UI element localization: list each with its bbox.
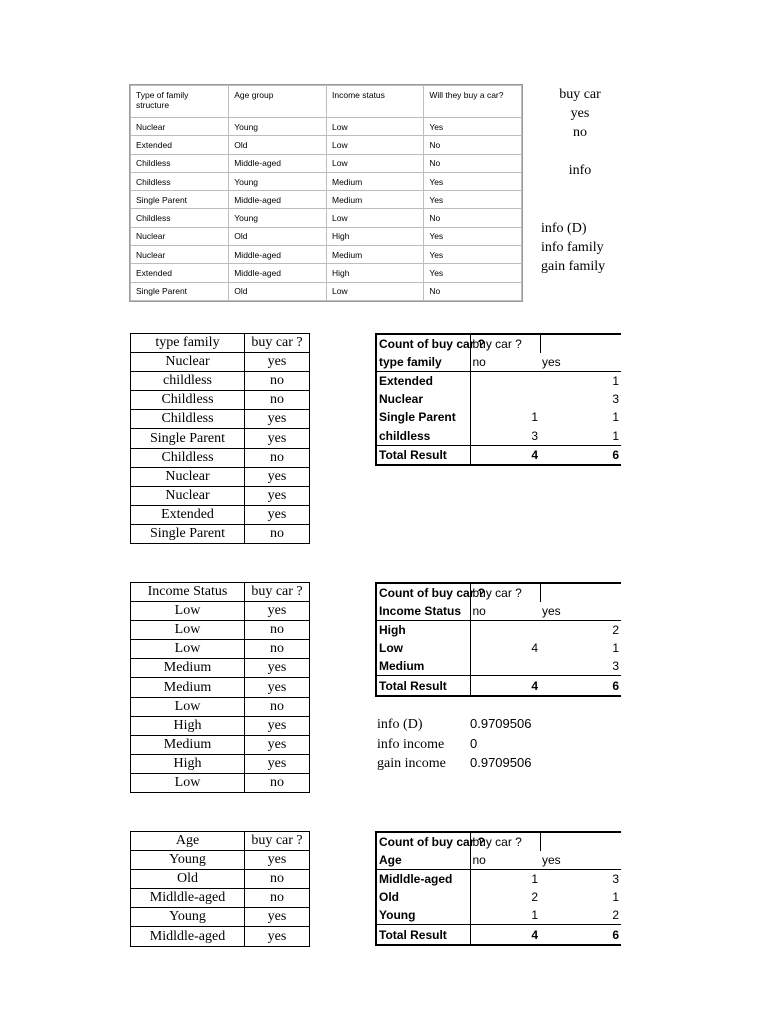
source-cell: No <box>424 209 522 227</box>
source-cell: Extended <box>131 264 229 282</box>
data-row <box>131 505 310 524</box>
pivot-row-label: Nuclear <box>376 390 470 408</box>
pivot-no-count <box>470 390 540 408</box>
pivot-no-count <box>470 657 540 676</box>
side-note: gain family <box>541 259 606 274</box>
source-cell: Old <box>229 227 327 245</box>
pivot-total-no: 4 <box>470 445 540 465</box>
pivot-col-field: buy car ? <box>470 334 540 353</box>
calc-label: info (D) <box>377 717 423 732</box>
data-row <box>131 640 310 659</box>
side-note: info <box>568 163 592 178</box>
data-row <box>131 773 310 792</box>
data-row <box>131 391 310 410</box>
pivot-field-row <box>376 602 621 621</box>
pivot-title: Count of buy car ? <box>376 832 470 851</box>
pivot-row <box>376 657 621 676</box>
data-cell: Young <box>131 851 245 870</box>
pivot-yes-count: 3 <box>612 392 619 407</box>
data-row <box>131 448 310 467</box>
data-cell: Single Parent <box>131 429 245 448</box>
side-note: yes <box>570 106 590 121</box>
source-cell: Low <box>327 136 424 154</box>
source-header-row <box>131 86 522 118</box>
pivot-yes-count: 1 <box>612 641 619 656</box>
pivot-row-label: Midldle-aged <box>376 870 470 889</box>
pivot-no-count: 1 <box>470 870 540 889</box>
data-cell: yes <box>245 908 310 927</box>
source-cell: Low <box>327 118 424 136</box>
pivot-total-no: 4 <box>470 925 540 945</box>
pivot-row <box>376 372 621 391</box>
calc-value: 0.9709506 <box>470 755 532 770</box>
pivot-total-yes: 6 <box>540 676 621 696</box>
pivot-yes-count: 3 <box>612 872 619 887</box>
data-cell: no <box>245 640 310 659</box>
source-cell: Childless <box>131 209 229 227</box>
pivot-total-row <box>376 445 621 465</box>
data-cell: Nuclear <box>131 353 245 372</box>
pivot-empty <box>540 583 621 602</box>
pivot-row-label: Young <box>376 906 470 925</box>
source-cell: Yes <box>424 246 522 264</box>
source-cell: Medium <box>327 246 424 264</box>
pivot-yes-count: 3 <box>612 659 619 674</box>
data-cell: Midldle-aged <box>131 927 245 946</box>
calc-label: gain income <box>377 756 446 771</box>
data-cell: Childless <box>131 391 245 410</box>
pivot-col-no: no <box>470 851 540 870</box>
pivot-row-label: Medium <box>376 657 470 676</box>
age-pivot-table <box>375 831 621 946</box>
pivot-total-no: 4 <box>470 676 540 696</box>
side-note: no <box>573 125 587 140</box>
calc-value: 0.9709506 <box>470 716 532 731</box>
data-cell: yes <box>245 678 310 697</box>
pivot-row-label: High <box>376 621 470 640</box>
side-note: info (D) <box>541 221 587 236</box>
source-cell: Old <box>229 282 327 300</box>
data-row <box>131 353 310 372</box>
data-cell: Young <box>131 908 245 927</box>
pivot-title: Count of buy car ? <box>376 334 470 353</box>
data-cell: yes <box>245 467 310 486</box>
calc-line <box>377 716 531 736</box>
source-cell: Old <box>229 136 327 154</box>
data-row <box>131 372 310 391</box>
data-cell: yes <box>245 735 310 754</box>
pivot-row <box>376 426 621 445</box>
pivot-col-no: no <box>470 602 540 621</box>
calc-line <box>377 736 531 756</box>
data-cell: Medium <box>131 735 245 754</box>
source-cell: Childless <box>131 172 229 190</box>
pivot-no-count: 2 <box>470 888 540 906</box>
data-row <box>131 429 310 448</box>
data-cell: yes <box>245 429 310 448</box>
pivot-row <box>376 390 621 408</box>
source-cell: Middle-aged <box>229 264 327 282</box>
source-row <box>131 118 522 136</box>
data-cell: no <box>245 448 310 467</box>
data-cell: no <box>245 870 310 889</box>
source-cell: Medium <box>327 172 424 190</box>
pivot-col-field: buy car ? <box>470 832 540 851</box>
data-row <box>131 735 310 754</box>
data-cell: yes <box>245 353 310 372</box>
calc-line <box>377 755 531 775</box>
source-cell: Young <box>229 209 327 227</box>
income-pivot-table <box>375 582 621 697</box>
pivot-row-label: Old <box>376 888 470 906</box>
pivot-col-no: no <box>470 353 540 372</box>
pivot-yes-count: 1 <box>612 890 619 905</box>
source-header-cell: Will they buy a car? <box>424 86 522 118</box>
data-cell: Single Parent <box>131 524 245 543</box>
data-row <box>131 467 310 486</box>
data-header-row <box>131 334 310 353</box>
data-cell: childless <box>131 372 245 391</box>
pivot-no-count: 3 <box>470 426 540 445</box>
data-header-cell: buy car ? <box>245 334 310 353</box>
pivot-no-count <box>470 621 540 640</box>
source-cell: High <box>327 227 424 245</box>
pivot-total-yes: 6 <box>540 925 621 945</box>
source-header-cell: Income status <box>327 86 424 118</box>
source-cell: Middle-aged <box>229 191 327 209</box>
data-row <box>131 621 310 640</box>
side-note <box>540 142 620 161</box>
pivot-col-yes: yes <box>540 851 621 870</box>
source-cell: Childless <box>131 154 229 172</box>
income-calculations <box>377 716 531 775</box>
pivot-total-label: Total Result <box>376 676 470 696</box>
data-row <box>131 716 310 735</box>
source-cell: Low <box>327 154 424 172</box>
pivot-title-row <box>376 832 621 851</box>
data-row <box>131 908 310 927</box>
pivot-row-label: childless <box>376 426 470 445</box>
source-cell: Yes <box>424 227 522 245</box>
data-cell: no <box>245 372 310 391</box>
data-row <box>131 697 310 716</box>
data-cell: Low <box>131 621 245 640</box>
data-cell: Extended <box>131 505 245 524</box>
source-cell: Nuclear <box>131 227 229 245</box>
data-cell: no <box>245 889 310 908</box>
pivot-row <box>376 888 621 906</box>
pivot-row <box>376 639 621 657</box>
data-header-cell: type family <box>131 334 245 353</box>
pivot-row-field: Age <box>376 851 470 870</box>
pivot-title: Count of buy car ? <box>376 583 470 602</box>
data-cell: High <box>131 716 245 735</box>
data-header-cell: Income Status <box>131 583 245 602</box>
data-row <box>131 754 310 773</box>
data-row <box>131 678 310 697</box>
pivot-row <box>376 408 621 426</box>
pivot-yes-count: 1 <box>612 428 619 443</box>
pivot-yes-count: 2 <box>612 623 619 638</box>
pivot-field-row <box>376 353 621 372</box>
data-header-cell: buy car ? <box>245 832 310 851</box>
pivot-total-yes: 6 <box>540 445 621 465</box>
source-cell: Low <box>327 282 424 300</box>
data-cell: no <box>245 621 310 640</box>
pivot-no-count: 4 <box>470 639 540 657</box>
source-cell: Yes <box>424 172 522 190</box>
data-row <box>131 870 310 889</box>
source-cell: No <box>424 282 522 300</box>
pivot-yes-count: 2 <box>612 908 619 923</box>
source-cell: Yes <box>424 118 522 136</box>
age-data-table <box>130 831 310 947</box>
source-row <box>131 282 522 300</box>
data-row <box>131 889 310 908</box>
data-cell: Childless <box>131 448 245 467</box>
source-row <box>131 246 522 264</box>
data-cell: Midldle-aged <box>131 889 245 908</box>
data-header-row <box>131 832 310 851</box>
data-row <box>131 602 310 621</box>
source-cell: Middle-aged <box>229 246 327 264</box>
data-row <box>131 659 310 678</box>
source-row <box>131 154 522 172</box>
side-note: buy car <box>559 87 601 102</box>
source-row <box>131 209 522 227</box>
source-cell: Young <box>229 172 327 190</box>
source-cell: Middle-aged <box>229 154 327 172</box>
data-header-row <box>131 583 310 602</box>
source-cell: Nuclear <box>131 246 229 264</box>
data-row <box>131 851 310 870</box>
pivot-col-field: buy car ? <box>470 583 540 602</box>
data-row <box>131 927 310 946</box>
pivot-col-yes: yes <box>540 602 621 621</box>
family-pivot-table <box>375 333 621 466</box>
data-cell: yes <box>245 927 310 946</box>
pivot-total-label: Total Result <box>376 445 470 465</box>
source-row <box>131 264 522 282</box>
side-notes-mid <box>541 219 605 276</box>
pivot-row <box>376 870 621 889</box>
calc-value: 0 <box>470 735 478 751</box>
data-cell: yes <box>245 851 310 870</box>
data-cell: no <box>245 524 310 543</box>
pivot-yes-count: 1 <box>612 374 619 389</box>
pivot-row-label: Low <box>376 639 470 657</box>
family-data-table <box>130 333 310 544</box>
data-cell: yes <box>245 602 310 621</box>
source-cell: No <box>424 136 522 154</box>
data-cell: yes <box>245 754 310 773</box>
source-cell: Yes <box>424 191 522 209</box>
source-cell: High <box>327 264 424 282</box>
source-data-table <box>130 85 522 301</box>
data-cell: Nuclear <box>131 486 245 505</box>
source-cell: Nuclear <box>131 118 229 136</box>
pivot-row-label: Extended <box>376 372 470 391</box>
data-cell: Low <box>131 773 245 792</box>
pivot-title-row <box>376 583 621 602</box>
data-header-cell: buy car ? <box>245 583 310 602</box>
data-row <box>131 410 310 429</box>
pivot-no-count: 1 <box>470 408 540 426</box>
source-cell: Single Parent <box>131 191 229 209</box>
source-row <box>131 191 522 209</box>
data-cell: yes <box>245 410 310 429</box>
pivot-row-label: Single Parent <box>376 408 470 426</box>
source-header-cell: Age group <box>229 86 327 118</box>
data-cell: Nuclear <box>131 467 245 486</box>
data-cell: Low <box>131 640 245 659</box>
source-row <box>131 172 522 190</box>
source-cell: Yes <box>424 264 522 282</box>
source-cell: Low <box>327 209 424 227</box>
pivot-no-count <box>470 372 540 391</box>
pivot-total-label: Total Result <box>376 925 470 945</box>
pivot-no-count: 1 <box>470 906 540 925</box>
pivot-col-yes: yes <box>540 353 621 372</box>
pivot-total-row <box>376 925 621 945</box>
data-header-cell: Age <box>131 832 245 851</box>
source-cell: Single Parent <box>131 282 229 300</box>
pivot-row-field: Income Status <box>376 602 470 621</box>
pivot-yes-count: 1 <box>612 410 619 425</box>
data-cell: Childless <box>131 410 245 429</box>
data-row <box>131 524 310 543</box>
source-cell: Young <box>229 118 327 136</box>
data-cell: no <box>245 697 310 716</box>
data-cell: yes <box>245 505 310 524</box>
pivot-empty <box>540 832 621 851</box>
data-cell: Low <box>131 602 245 621</box>
side-notes-top <box>540 85 620 180</box>
side-note: info family <box>541 240 604 255</box>
pivot-row <box>376 621 621 640</box>
data-cell: High <box>131 754 245 773</box>
source-cell: Extended <box>131 136 229 154</box>
data-cell: no <box>245 391 310 410</box>
pivot-total-row <box>376 676 621 696</box>
pivot-row-field: type family <box>376 353 470 372</box>
data-cell: no <box>245 773 310 792</box>
data-cell: yes <box>245 486 310 505</box>
source-row <box>131 227 522 245</box>
data-cell: Old <box>131 870 245 889</box>
data-cell: Medium <box>131 659 245 678</box>
data-cell: yes <box>245 716 310 735</box>
pivot-field-row <box>376 851 621 870</box>
pivot-row <box>376 906 621 925</box>
data-cell: Medium <box>131 678 245 697</box>
source-row <box>131 136 522 154</box>
calc-label: info income <box>377 736 445 752</box>
pivot-empty <box>540 334 621 353</box>
source-cell: Medium <box>327 191 424 209</box>
data-cell: yes <box>245 659 310 678</box>
data-cell: Low <box>131 697 245 716</box>
source-header-cell: Type of family structure <box>131 86 229 118</box>
source-cell: No <box>424 154 522 172</box>
pivot-title-row <box>376 334 621 353</box>
income-data-table <box>130 582 310 793</box>
data-row <box>131 486 310 505</box>
